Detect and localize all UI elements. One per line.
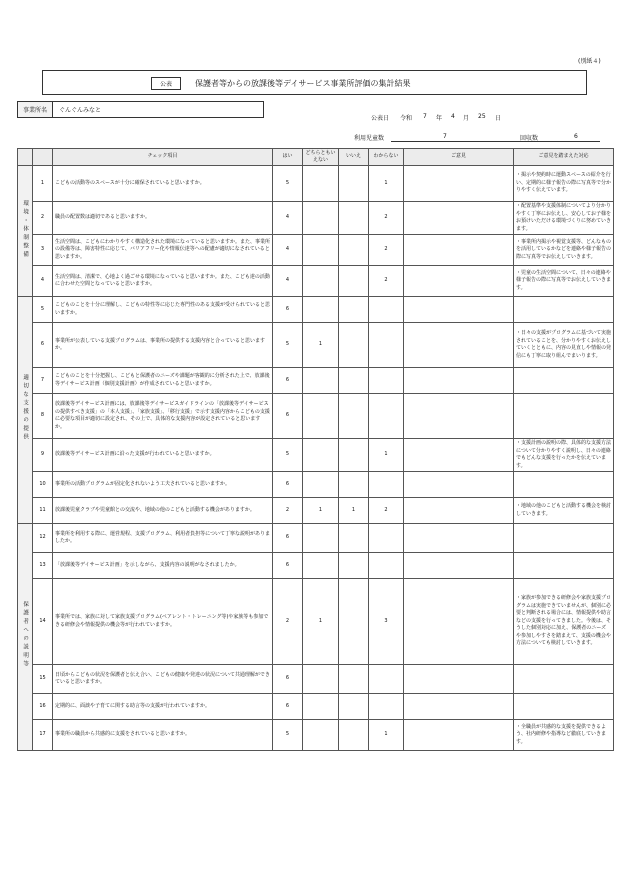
yes-count: 2 <box>273 498 303 524</box>
neither-count <box>303 524 339 553</box>
no-count <box>339 323 369 368</box>
response-cell <box>514 694 614 720</box>
yes-count: 6 <box>273 472 303 498</box>
yes-count: 5 <box>273 439 303 472</box>
unknown-count: 1 <box>369 720 404 751</box>
no-count: 1 <box>339 498 369 524</box>
opinion-cell <box>404 524 514 553</box>
row-number: 17 <box>33 720 53 751</box>
check-item: 事業所の活動プログラムが固定化されないよう工夫されていると思いますか。 <box>53 472 273 498</box>
unknown-count <box>369 323 404 368</box>
category-cell <box>18 166 33 297</box>
table-row <box>18 266 614 297</box>
table-row <box>18 166 614 202</box>
neither-count: 1 <box>303 579 339 665</box>
publish-date-era: 令和 <box>400 115 413 122</box>
response-cell <box>514 524 614 553</box>
table-row <box>18 579 614 665</box>
opinion-cell <box>404 720 514 751</box>
table-row <box>18 694 614 720</box>
header-opinion: ご意見 <box>404 149 514 166</box>
no-count <box>339 202 369 235</box>
unknown-count: 2 <box>369 202 404 235</box>
neither-count <box>303 202 339 235</box>
title-box <box>42 70 587 95</box>
unknown-count: 2 <box>369 498 404 524</box>
opinion-cell <box>404 439 514 472</box>
response-cell: ・掲示や契約時に運動スペースの紹介を行い、定期的に様子報告の際に写真等で分かりやすく伝えています。 <box>514 166 614 202</box>
unknown-count <box>369 368 404 394</box>
table-row <box>18 553 614 579</box>
response-cell: ・支援計画の説明の際、具体的な支援方法について分かりやすく説明し、日々の連絡でもどんな支援を行ったかを伝えています。 <box>514 439 614 472</box>
no-count <box>339 439 369 472</box>
neither-count <box>303 394 339 439</box>
opinion-cell <box>404 498 514 524</box>
check-item: 日頃からこどもの状況を保護者と伝え合い、こどもの健康や発達の状況について共通理解ができていると思いますか。 <box>53 665 273 694</box>
opinion-cell <box>404 266 514 297</box>
neither-count <box>303 694 339 720</box>
response-cell <box>514 394 614 439</box>
header-item: チェック項目 <box>53 149 273 166</box>
table-header-row <box>18 149 614 166</box>
header-unknown: わからない <box>369 149 404 166</box>
stats-underline <box>391 141 600 142</box>
unknown-count: 2 <box>369 266 404 297</box>
table-row <box>18 472 614 498</box>
unknown-count: 1 <box>369 166 404 202</box>
table-row <box>18 394 614 439</box>
table-row <box>18 524 614 553</box>
neither-count: 1 <box>303 323 339 368</box>
response-cell <box>514 297 614 323</box>
no-count <box>339 553 369 579</box>
neither-count <box>303 368 339 394</box>
business-name-value: ぐんぐんみなと <box>59 107 102 114</box>
no-count <box>339 579 369 665</box>
publish-date-day-unit: 日 <box>495 115 502 122</box>
check-item: こどものことを十分把握し、こどもと保護者のニーズや課題が客観的に分析された上で、放課後等デイサービス計画（個別支援計画）が作成されていると思いますか。 <box>53 368 273 394</box>
category-label: 環境・体制整備 <box>22 199 29 259</box>
response-cell <box>514 472 614 498</box>
yes-count: 4 <box>273 235 303 266</box>
response-cell: ・事業所内掲示や視覚支援等、どんなものを活用しているかなどを連絡や様子報告の際に写真等でお伝えしていきます。 <box>514 235 614 266</box>
users-count-value: 7 <box>443 133 447 140</box>
check-item: 事業所を利用する際に、運営規程、支援プログラム、利用者負担等について丁寧な説明がありましたか。 <box>53 524 273 553</box>
yes-count: 2 <box>273 579 303 665</box>
check-item: 放課後児童クラブや児童館との交流や、地域の他のこどもと活動する機会がありますか。 <box>53 498 273 524</box>
unknown-count: 3 <box>369 579 404 665</box>
category-cell <box>18 524 33 751</box>
yes-count: 6 <box>273 665 303 694</box>
row-number: 5 <box>33 297 53 323</box>
public-badge: 公表 <box>151 77 181 90</box>
check-item: 定期的に、面談や子育てに関する助言等の支援が行われていますか。 <box>53 694 273 720</box>
response-cell: ・全職員が共感的な支援を提供できるよう、社内研修や指導など徹底していきます。 <box>514 720 614 751</box>
row-number: 7 <box>33 368 53 394</box>
yes-count: 5 <box>273 720 303 751</box>
no-count <box>339 720 369 751</box>
response-cell <box>514 368 614 394</box>
response-cell: ・日々の支援がプログラムに基づいて実施されていることを、分かりやすくお伝えしていくとともに、内容の見直しや情報の発信にも丁寧に取り組んでまいります。 <box>514 323 614 368</box>
response-cell <box>514 553 614 579</box>
yes-count: 6 <box>273 553 303 579</box>
unknown-count <box>369 394 404 439</box>
no-count <box>339 266 369 297</box>
header-no: いいえ <box>339 149 369 166</box>
check-item: 事業所が公表している支援プログラムは、事業所の提供する支援内容と合っていると思いますか。 <box>53 323 273 368</box>
row-number: 10 <box>33 472 53 498</box>
check-item: 生活空間は、清潔で、心地よく過ごせる環境になっていると思いますか。また、こども達の活動に合わせた空間となっていると思いますか。 <box>53 266 273 297</box>
yes-count: 6 <box>273 394 303 439</box>
evaluation-table <box>17 148 614 751</box>
neither-count <box>303 720 339 751</box>
publish-date-year: 7 <box>423 113 427 120</box>
row-number: 15 <box>33 665 53 694</box>
opinion-cell <box>404 553 514 579</box>
opinion-cell <box>404 472 514 498</box>
no-count <box>339 472 369 498</box>
row-number: 12 <box>33 524 53 553</box>
check-item: こどものことを十分に理解し、こどもの特性等に応じた専門性のある支援が受けられていると思いますか。 <box>53 297 273 323</box>
category-label: 保護者への説明等 <box>22 601 29 670</box>
table-row <box>18 720 614 751</box>
no-count <box>339 524 369 553</box>
table-row <box>18 439 614 472</box>
unknown-count <box>369 472 404 498</box>
check-item: 事業所では、家族に対して家族支援プログラム(ペアレント・トレーニング等)や家族等も参加できる研修会や情報提供の機会等が行われていますか。 <box>53 579 273 665</box>
header-number <box>33 149 53 166</box>
table-row <box>18 498 614 524</box>
row-number: 1 <box>33 166 53 202</box>
unknown-count: 2 <box>369 235 404 266</box>
table-row <box>18 202 614 235</box>
check-item: 職員の配置数は適切であると思いますか。 <box>53 202 273 235</box>
neither-count <box>303 297 339 323</box>
yes-count: 5 <box>273 166 303 202</box>
neither-count <box>303 235 339 266</box>
opinion-cell <box>404 202 514 235</box>
check-item: 放課後等デイサービス計画には、放課後等デイサービスガイドラインの「放課後等デイサービスの提供すべき支援」の「本人支援」、「家族支援」、「移行支援」で示す支援内容からこどもの支援に必要な項目が適切に設定され、その上で、具体的な支援内容が設定されていると思いますか。 <box>53 394 273 439</box>
opinion-cell <box>404 235 514 266</box>
yes-count: 4 <box>273 202 303 235</box>
opinion-cell <box>404 166 514 202</box>
row-number: 14 <box>33 579 53 665</box>
yes-count: 6 <box>273 694 303 720</box>
opinion-cell <box>404 297 514 323</box>
response-cell <box>514 665 614 694</box>
publish-date-year-unit: 年 <box>436 115 443 122</box>
row-number: 13 <box>33 553 53 579</box>
row-number: 9 <box>33 439 53 472</box>
table-row <box>18 368 614 394</box>
yes-count: 6 <box>273 368 303 394</box>
header-category <box>18 149 33 166</box>
response-cell: ・配置基準や支援体制についてより分かりやすく丁寧にお伝えし、安心してお子様をお預けいただける環境づくりに努めていきます。 <box>514 202 614 235</box>
neither-count <box>303 439 339 472</box>
no-count <box>339 368 369 394</box>
response-cell: ・地域の他のこどもと活動する機会を検討していきます。 <box>514 498 614 524</box>
no-count <box>339 394 369 439</box>
opinion-cell <box>404 394 514 439</box>
row-number: 4 <box>33 266 53 297</box>
row-number: 6 <box>33 323 53 368</box>
response-cell: ・家族が参加できる研修会や家族支援プログラムは実施できていませんが、個別に必要と判断される場合には、情報提供や助言などの支援を行ってきました。今後は、そうした個別対応に加え、保護者のニーズや参加しやすさを踏まえて、支援の機会や方法についても検討していきます。 <box>514 579 614 665</box>
check-item: 生活空間は、こどもにわかりやすく構造化された環境になっていると思いますか。また、事業所の設備等は、障害特性に応じて、バリアフリー化や情報伝達等への配慮が適切になされていると思いますか。 <box>53 235 273 266</box>
business-name-label: 事業所名 <box>18 102 53 117</box>
row-number: 16 <box>33 694 53 720</box>
business-name-box <box>17 101 264 118</box>
header-response: ご意見を踏まえた対応 <box>514 149 614 166</box>
unknown-count <box>369 553 404 579</box>
row-number: 3 <box>33 235 53 266</box>
publish-date-month-unit: 月 <box>463 115 470 122</box>
table-row <box>18 323 614 368</box>
users-count-label: 利用児童数 <box>354 135 385 142</box>
yes-count: 6 <box>273 297 303 323</box>
yes-count: 4 <box>273 266 303 297</box>
unknown-count <box>369 665 404 694</box>
opinion-cell <box>404 579 514 665</box>
unknown-count <box>369 694 404 720</box>
category-label: 適切な支援の提供 <box>22 374 29 443</box>
no-count <box>339 297 369 323</box>
opinion-cell <box>404 694 514 720</box>
neither-count <box>303 665 339 694</box>
neither-count <box>303 553 339 579</box>
table-row <box>18 297 614 323</box>
no-count <box>339 665 369 694</box>
responses-count-label: 回収数 <box>520 135 539 142</box>
table-row <box>18 235 614 266</box>
neither-count <box>303 266 339 297</box>
response-cell: ・児童の生活空間について、日々の連絡や様子報告の際に写真等でお伝えしていきます。 <box>514 266 614 297</box>
yes-count: 5 <box>273 323 303 368</box>
publish-date-label: 公表日 <box>371 115 390 122</box>
no-count <box>339 166 369 202</box>
yes-count: 6 <box>273 524 303 553</box>
unknown-count <box>369 297 404 323</box>
no-count <box>339 694 369 720</box>
check-item: 放課後等デイサービス計画に沿った支援が行われていると思いますか。 <box>53 439 273 472</box>
row-number: 8 <box>33 394 53 439</box>
header-neither: どちらともいえない <box>303 149 339 166</box>
row-number: 11 <box>33 498 53 524</box>
responses-count-value: 6 <box>574 133 578 140</box>
neither-count: 1 <box>303 498 339 524</box>
opinion-cell <box>404 323 514 368</box>
opinion-cell <box>404 368 514 394</box>
no-count <box>339 235 369 266</box>
table-row <box>18 665 614 694</box>
opinion-cell <box>404 665 514 694</box>
annex-label: (別紙４) <box>578 58 601 65</box>
category-cell <box>18 297 33 524</box>
check-item: 事業所の職員から共感的に支援をされていると思いますか。 <box>53 720 273 751</box>
publish-date-month: 4 <box>451 113 455 120</box>
unknown-count: 1 <box>369 439 404 472</box>
neither-count <box>303 472 339 498</box>
check-item: こどもの活動等のスペースが十分に確保されていると思いますか。 <box>53 166 273 202</box>
row-number: 2 <box>33 202 53 235</box>
unknown-count <box>369 524 404 553</box>
page-title: 保護者等からの放課後等デイサービス事業所評価の集計結果 <box>195 79 411 88</box>
neither-count <box>303 166 339 202</box>
publish-date-day: 25 <box>478 113 486 120</box>
header-yes: はい <box>273 149 303 166</box>
check-item: 「放課後等デイサービス計画」を示しながら、支援内容の説明がなされましたか。 <box>53 553 273 579</box>
